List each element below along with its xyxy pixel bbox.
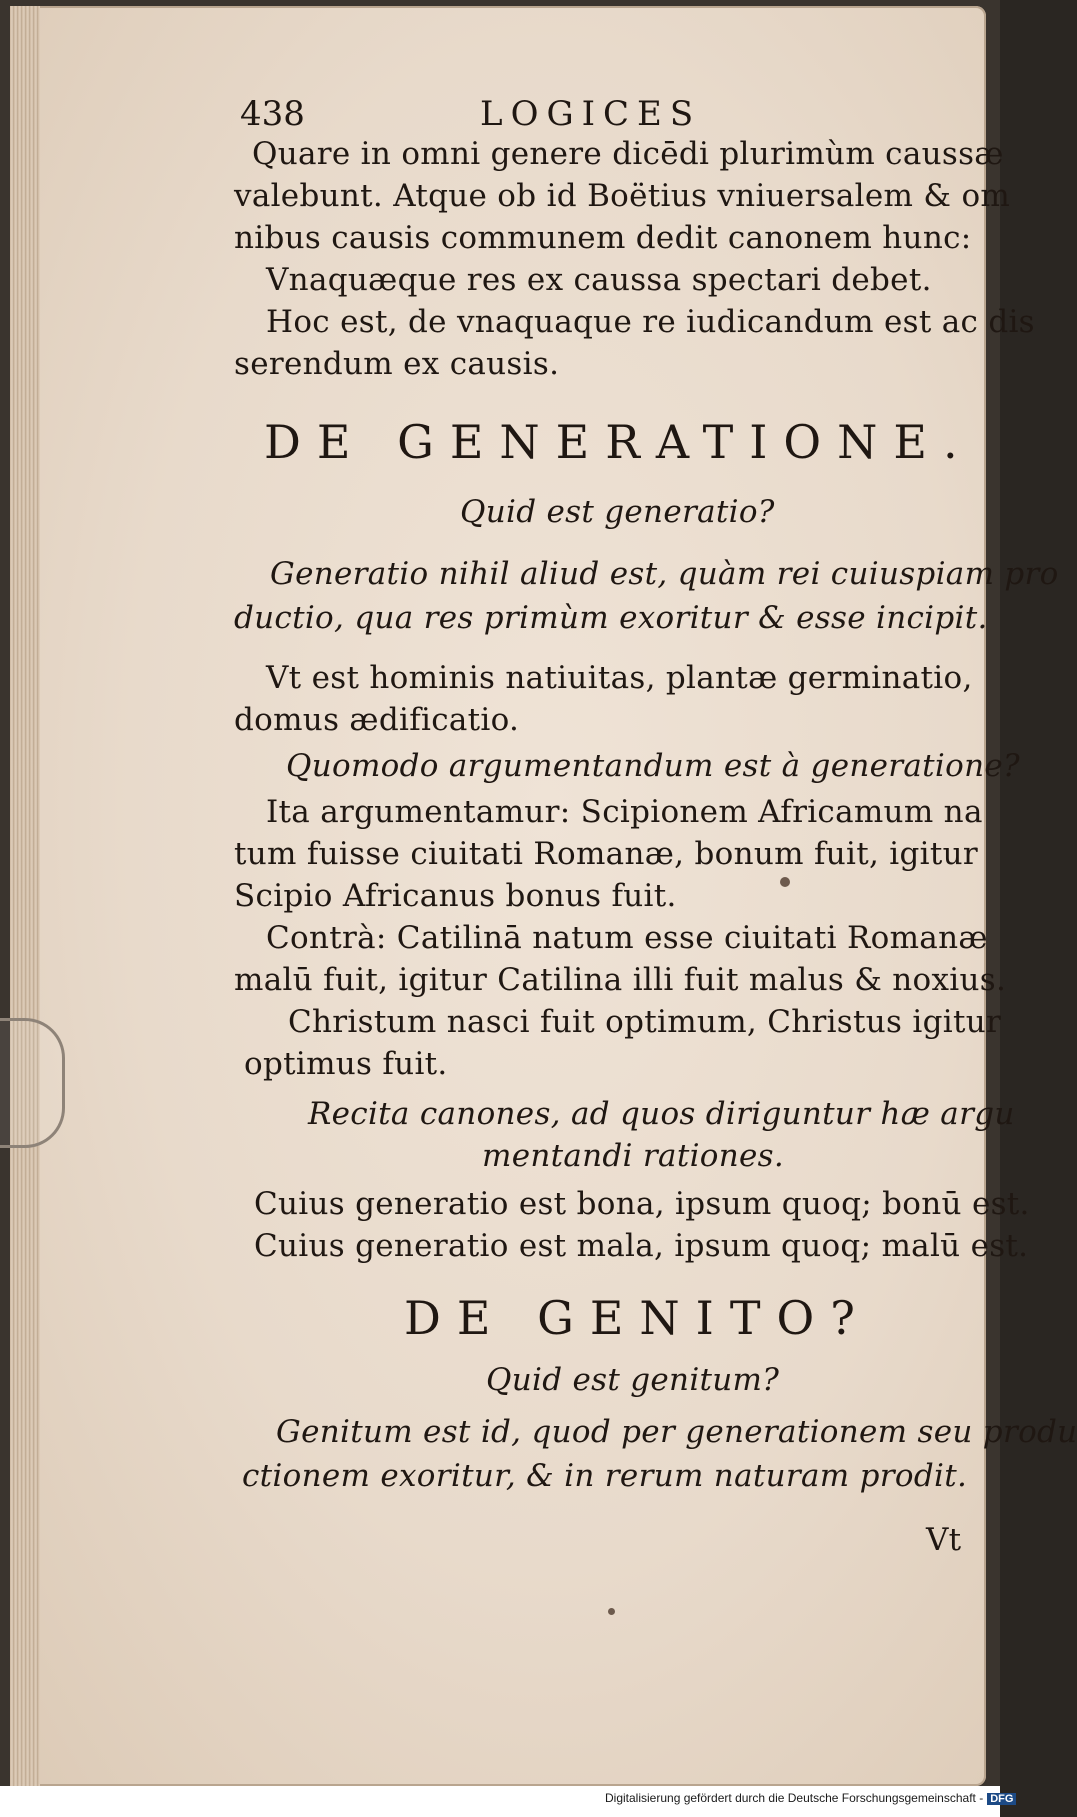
- question: mentandi rationes.: [482, 1138, 785, 1174]
- section-heading: DE GENITO?: [404, 1291, 871, 1345]
- definition-line: Generatio nihil aliud est, quàm rei cuiuspiam pro: [270, 556, 1059, 592]
- catchword: Vt: [926, 1522, 962, 1558]
- text-line: Quare in omni genere dicēdi plurimùm caussæ: [252, 136, 1004, 172]
- funding-footer: [605, 1791, 1016, 1805]
- definition-line: Genitum est id, quod per generationem seu produ: [276, 1414, 1077, 1450]
- running-head: LOGICES: [480, 94, 702, 134]
- text-line: domus ædificatio.: [234, 702, 520, 738]
- text-line: nibus causis communem dedit canonem hunc:: [234, 220, 972, 256]
- question: Quomodo argumentandum est à generatione?: [286, 748, 1020, 784]
- canon-line: Cuius generatio est bona, ipsum quoq; bonū est.: [254, 1186, 1030, 1222]
- text-line: Contrà: Catilinā natum esse ciuitati Romanæ: [266, 920, 988, 956]
- text-line: optimus fuit.: [244, 1046, 448, 1082]
- text-line: Ita argumentamur: Scipionem Africamum na: [266, 794, 983, 830]
- ink-spot: [608, 1608, 615, 1615]
- ink-spot: [780, 877, 790, 887]
- text-line: Vnaquæque res ex caussa spectari debet.: [266, 262, 932, 298]
- question: Quid est genitum?: [486, 1362, 780, 1398]
- page-edge: [10, 6, 40, 1786]
- page-clip: [0, 1018, 65, 1148]
- question: Quid est generatio?: [460, 494, 775, 530]
- text-line: Hoc est, de vnaquaque re iudicandum est ac dis: [266, 304, 1035, 340]
- text-line: Vt est hominis natiuitas, plantæ germinatio,: [266, 660, 973, 696]
- text-line: serendum ex causis.: [234, 346, 560, 382]
- canon-line: Cuius generatio est mala, ipsum quoq; malū est.: [254, 1228, 1029, 1264]
- text-line: valebunt. Atque ob id Boëtius vniuersalem & om: [234, 178, 1011, 214]
- text-line: Christum nasci fuit optimum, Christus igitur: [288, 1004, 1002, 1040]
- definition-line: ctionem exoritur, & in rerum naturam prodit.: [242, 1458, 968, 1494]
- question: Recita canones, ad quos diriguntur hæ argu: [308, 1096, 1015, 1132]
- dfg-logo: DFG: [987, 1793, 1016, 1805]
- text-line: Scipio Africanus bonus fuit.: [234, 878, 677, 914]
- page-number: 438: [240, 94, 305, 134]
- section-heading: DE GENERATIONE.: [264, 415, 974, 469]
- text-line: tum fuisse ciuitati Romanæ, bonum fuit, igitur: [234, 836, 978, 872]
- text-line: malū fuit, igitur Catilina illi fuit malus & noxius.: [234, 962, 1007, 998]
- footer-text: Digitalisierung gefördert durch die Deutsche Forschungsgemeinschaft -: [605, 1791, 984, 1805]
- definition-line: ductio, qua res primùm exoritur & esse incipit.: [234, 600, 988, 636]
